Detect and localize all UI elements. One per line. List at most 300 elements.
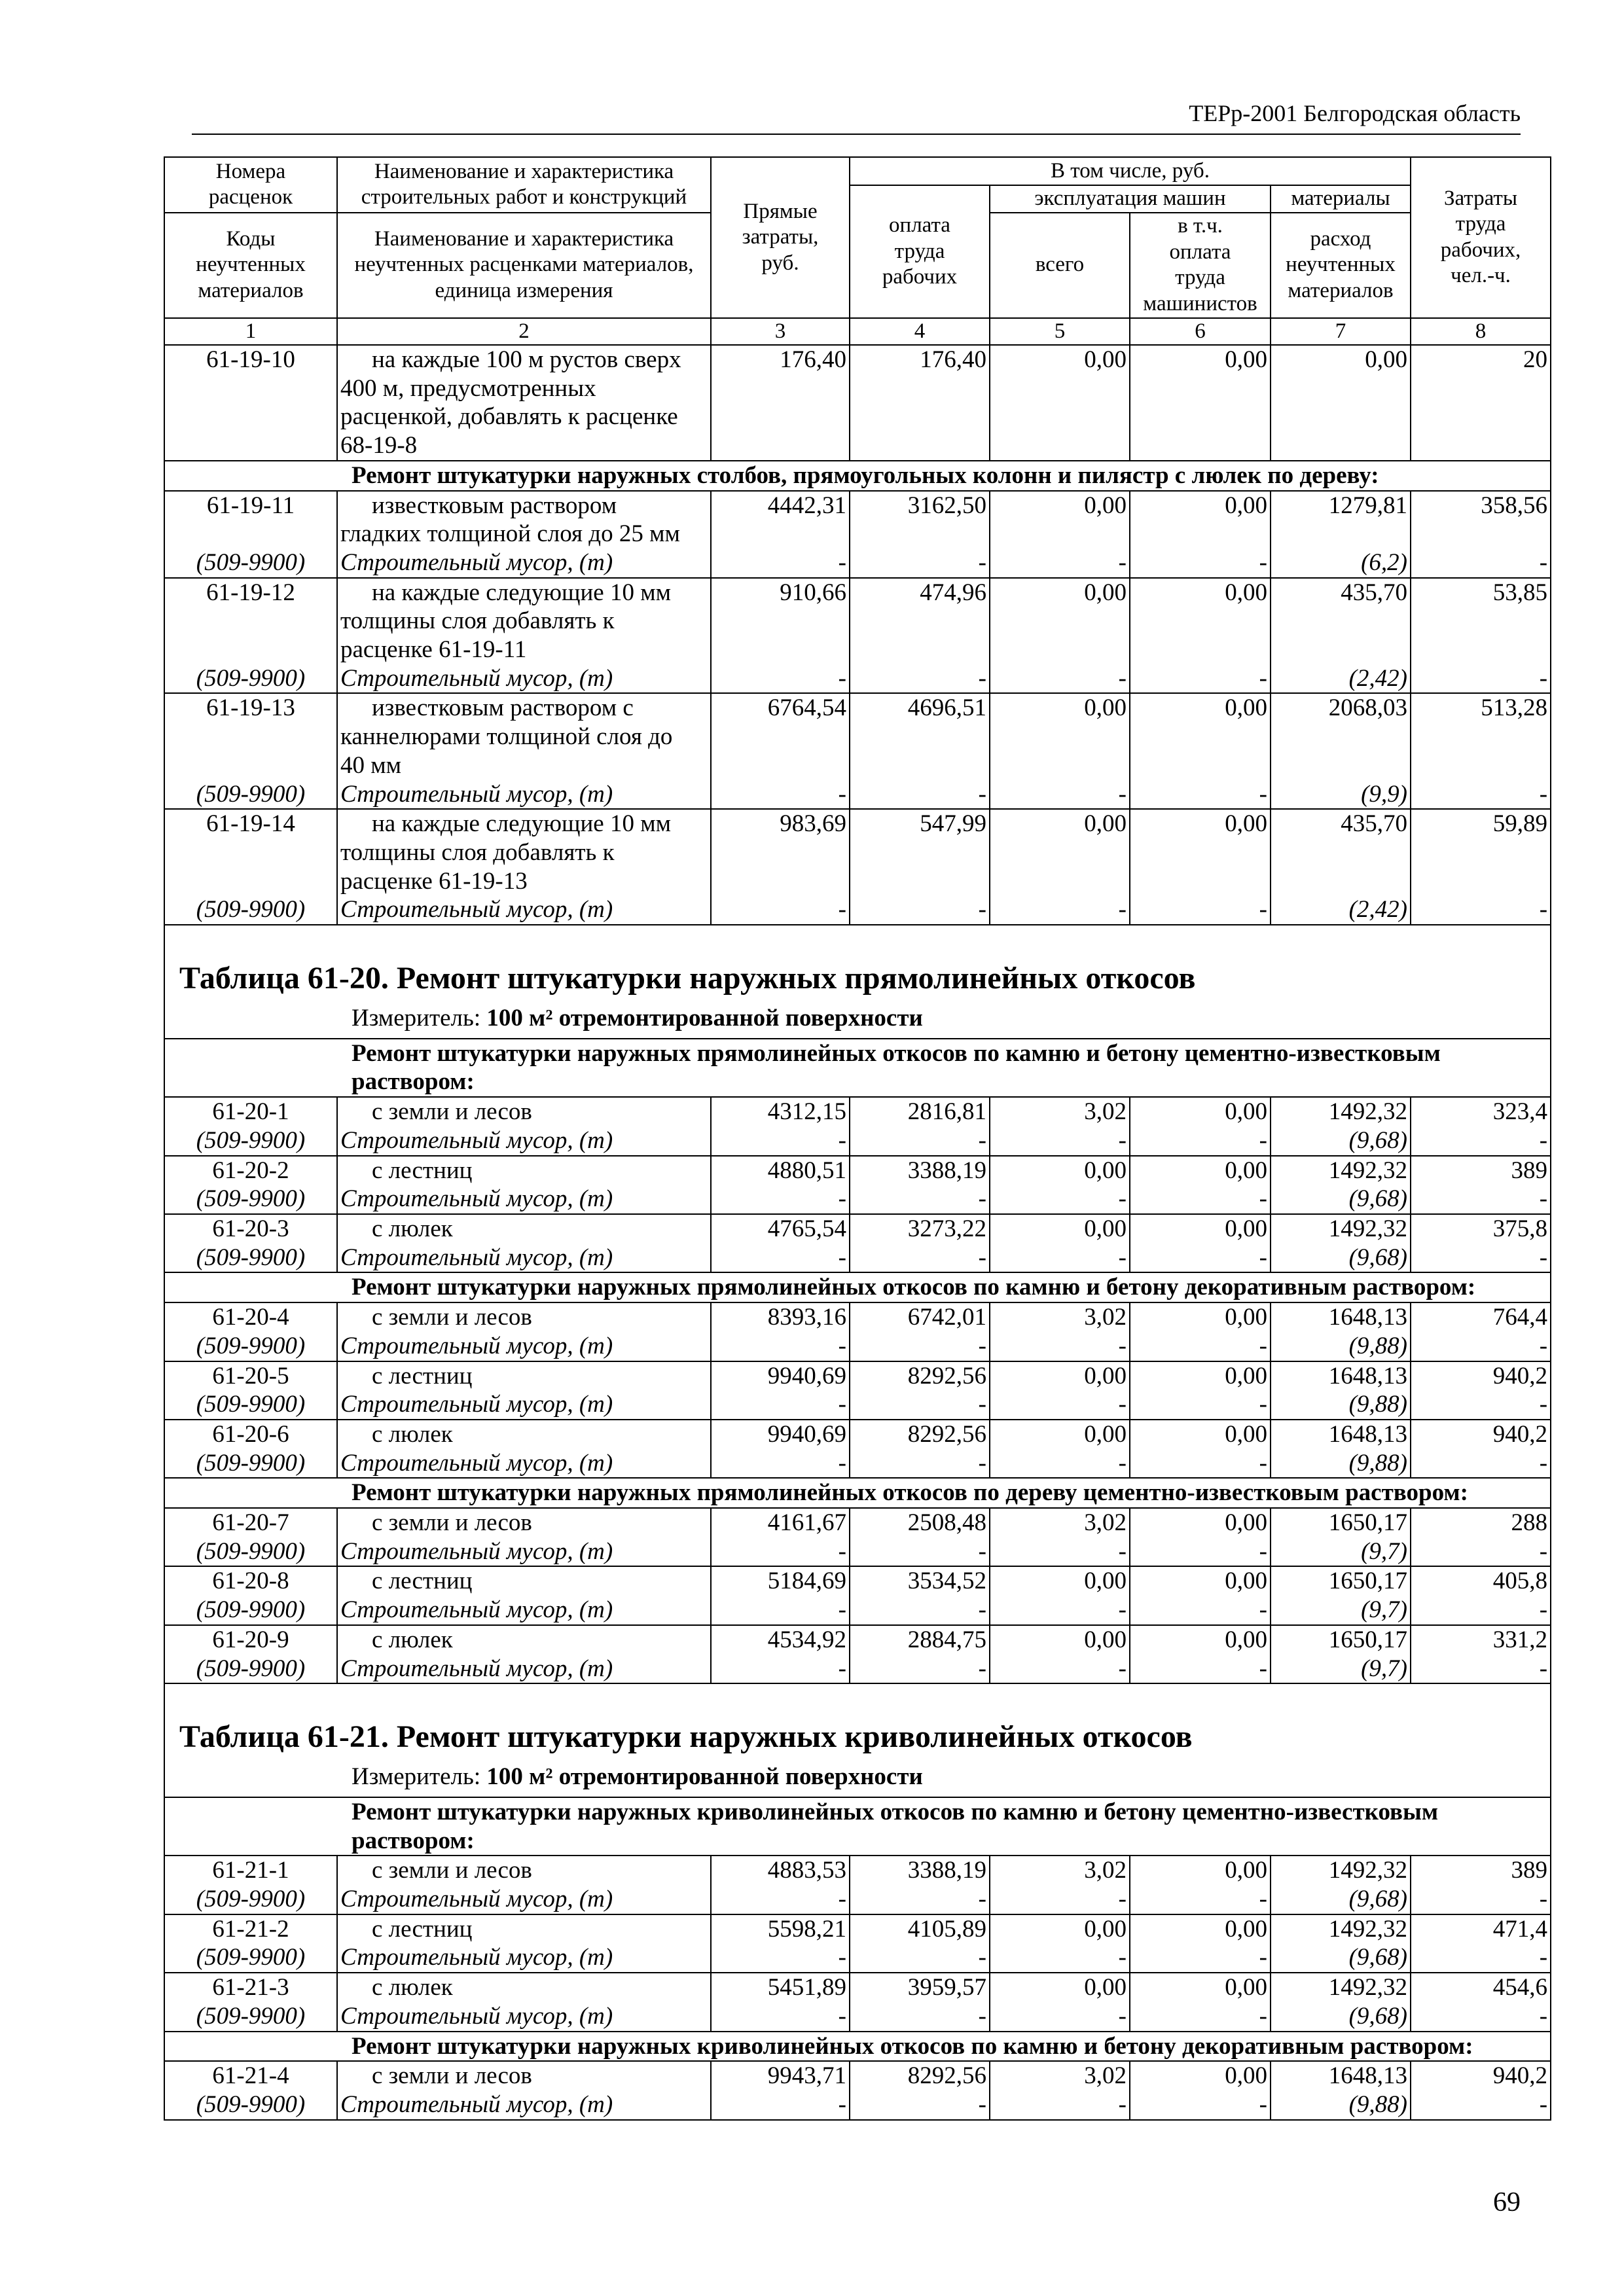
rate-name: известковым раствором с каннелюрами толщиной слоя до 40 мм (337, 693, 711, 780)
rate-row (164, 1856, 1551, 1885)
material-name: Строительный мусор, (т) (337, 1126, 711, 1156)
rate-code: 61-20-3 (164, 1214, 337, 1244)
machine-operator-wages: 0,00 (1130, 693, 1271, 780)
material-machine-cost: - (990, 1537, 1130, 1567)
rate-name: на каждые следующие 10 мм толщины слоя добавлять к расценке 61-19-13 (337, 809, 711, 895)
rate-name: на каждые 100 м рустов сверх 400 м, предусмотренных расценкой, добавлять к расценке 68-19-8 (337, 345, 711, 461)
material-direct-cost: - (711, 2002, 850, 2032)
wages-cost: 2508,48 (850, 1508, 990, 1537)
measure-value: 100 м² отремонтированной поверхности (486, 1005, 923, 1032)
material-machine-cost: - (990, 548, 1130, 578)
labour-hours: 375,8 (1411, 1214, 1551, 1244)
material-machine-cost: - (990, 2090, 1130, 2120)
section-subheading-row (164, 461, 1551, 491)
material-name: Строительный мусор, (т) (337, 1332, 711, 1361)
material-code: (509-9900) (164, 548, 337, 578)
material-materials-cost: (9,88) (1271, 1390, 1411, 1420)
machine-cost: 0,00 (990, 809, 1130, 895)
wages-cost: 8292,56 (850, 1361, 990, 1391)
machine-operator-wages: 0,00 (1130, 1856, 1271, 1885)
material-name: Строительный мусор, (т) (337, 1885, 711, 1914)
material-row (164, 2090, 1551, 2120)
material-materials-cost: (2,42) (1271, 664, 1411, 694)
material-wages-cost: - (850, 1449, 990, 1479)
rate-row (164, 345, 1551, 461)
rates-table (164, 156, 1551, 2121)
col-header-labour: Затраты труда рабочих, чел.-ч. (1411, 157, 1551, 318)
rate-row (164, 1361, 1551, 1391)
material-direct-cost: - (711, 1885, 850, 1914)
page-number: 69 (1493, 2187, 1521, 2217)
rate-name: с лестниц (337, 1156, 711, 1185)
material-name: Строительный мусор, (т) (337, 1390, 711, 1420)
direct-cost: 4312,15 (711, 1097, 850, 1126)
material-materials-cost: (9,68) (1271, 2002, 1411, 2032)
table-title: Таблица 61-21. Ремонт штукатурки наружных криволинейных откосов (179, 1719, 1193, 1755)
wages-cost: 4696,51 (850, 693, 990, 780)
material-name: Строительный мусор, (т) (337, 780, 711, 810)
machine-operator-wages: 0,00 (1130, 1625, 1271, 1655)
direct-cost: 176,40 (711, 345, 850, 461)
labour-hours: 331,2 (1411, 1625, 1551, 1655)
table-title-block (164, 1683, 1551, 1797)
col-header-wages: оплата труда рабочих (850, 185, 990, 318)
wages-cost: 2816,81 (850, 1097, 990, 1126)
column-number: 7 (1271, 318, 1411, 346)
direct-cost: 5451,89 (711, 1973, 850, 2002)
material-machine-operator-wages: - (1130, 2090, 1271, 2120)
material-machine-cost: - (990, 664, 1130, 694)
rate-code: 61-21-3 (164, 1973, 337, 2002)
direct-cost: 4442,31 (711, 491, 850, 548)
table-title: Таблица 61-20. Ремонт штукатурки наружных прямолинейных откосов (179, 961, 1196, 996)
material-materials-cost: (9,88) (1271, 2090, 1411, 2120)
table-title-row (164, 925, 1551, 1039)
material-direct-cost: - (711, 1943, 850, 1973)
materials-cost: 1648,13 (1271, 1361, 1411, 1391)
direct-cost: 4880,51 (711, 1156, 850, 1185)
material-labour-hours: - (1411, 1126, 1551, 1156)
labour-hours: 471,4 (1411, 1914, 1551, 1944)
machine-cost: 3,02 (990, 2061, 1130, 2090)
material-code: (509-9900) (164, 1655, 337, 1684)
column-number: 8 (1411, 318, 1551, 346)
material-wages-cost: - (850, 1537, 990, 1567)
material-labour-hours: - (1411, 895, 1551, 925)
materials-cost: 1650,17 (1271, 1625, 1411, 1655)
machine-cost: 3,02 (990, 1856, 1130, 1885)
material-direct-cost: - (711, 895, 850, 925)
material-row (164, 1655, 1551, 1684)
machine-cost: 3,02 (990, 1302, 1130, 1332)
labour-hours: 323,4 (1411, 1097, 1551, 1126)
rate-name: на каждые следующие 10 мм толщины слоя добавлять к расценке 61-19-11 (337, 578, 711, 664)
wages-cost: 8292,56 (850, 2061, 990, 2090)
material-labour-hours: - (1411, 548, 1551, 578)
measure-label: Измеритель: (352, 1005, 481, 1032)
wages-cost: 2884,75 (850, 1625, 990, 1655)
rate-code: 61-20-1 (164, 1097, 337, 1126)
material-row (164, 1885, 1551, 1914)
material-direct-cost: - (711, 1655, 850, 1684)
machine-operator-wages: 0,00 (1130, 1566, 1271, 1596)
material-wages-cost: - (850, 664, 990, 694)
material-row (164, 895, 1551, 925)
material-labour-hours: - (1411, 1943, 1551, 1973)
material-materials-cost: (9,88) (1271, 1332, 1411, 1361)
rate-code: 61-21-4 (164, 2061, 337, 2090)
section-subheading: Ремонт штукатурки наружных криволинейных откосов по камню и бетону цементно-известковым раствором: (164, 1797, 1551, 1856)
rate-row (164, 491, 1551, 548)
section-subheading-row (164, 1478, 1551, 1508)
col-header-material-codes: Коды неучтенных материалов (164, 213, 337, 318)
materials-cost: 1648,13 (1271, 1302, 1411, 1332)
col-header-materials-consumption: расход неучтенных материалов (1271, 213, 1411, 318)
column-number: 4 (850, 318, 990, 346)
material-wages-cost: - (850, 548, 990, 578)
material-wages-cost: - (850, 1185, 990, 1214)
machine-cost: 0,00 (990, 1420, 1130, 1449)
materials-cost: 1279,81 (1271, 491, 1411, 548)
material-materials-cost: (9,7) (1271, 1537, 1411, 1567)
wages-cost: 8292,56 (850, 1420, 990, 1449)
table-title-block (164, 925, 1551, 1039)
section-subheading-row (164, 1797, 1551, 1856)
section-subheading-row (164, 1272, 1551, 1302)
machine-operator-wages: 0,00 (1130, 1973, 1271, 2002)
direct-cost: 6764,54 (711, 693, 850, 780)
machine-cost: 0,00 (990, 1914, 1130, 1944)
col-header-work-name: Наименование и характеристика строительных работ и конструкций (337, 157, 711, 213)
material-machine-operator-wages: - (1130, 1885, 1271, 1914)
materials-cost: 1492,32 (1271, 1914, 1411, 1944)
col-header-materials: материалы (1271, 185, 1411, 213)
rate-name: с земли и лесов (337, 1856, 711, 1885)
material-labour-hours: - (1411, 1332, 1551, 1361)
material-name: Строительный мусор, (т) (337, 1655, 711, 1684)
wages-cost: 3162,50 (850, 491, 990, 548)
material-materials-cost: (9,68) (1271, 1126, 1411, 1156)
material-machine-cost: - (990, 1596, 1130, 1625)
machine-cost: 0,00 (990, 345, 1130, 461)
rate-row (164, 1566, 1551, 1596)
measure-label: Измеритель: (352, 1763, 481, 1791)
material-code: (509-9900) (164, 2090, 337, 2120)
rate-row (164, 2061, 1551, 2090)
material-machine-cost: - (990, 1885, 1130, 1914)
material-code: (509-9900) (164, 1596, 337, 1625)
material-code: (509-9900) (164, 895, 337, 925)
material-row (164, 1244, 1551, 1273)
material-wages-cost: - (850, 2002, 990, 2032)
direct-cost: 9943,71 (711, 2061, 850, 2090)
materials-cost: 1492,32 (1271, 1156, 1411, 1185)
table-title-row (164, 1683, 1551, 1797)
machine-cost: 3,02 (990, 1508, 1130, 1537)
labour-hours: 454,6 (1411, 1973, 1551, 2002)
materials-cost: 1492,32 (1271, 1973, 1411, 2002)
rate-code: 61-21-1 (164, 1856, 337, 1885)
material-machine-operator-wages: - (1130, 1390, 1271, 1420)
wages-cost: 176,40 (850, 345, 990, 461)
material-name: Строительный мусор, (т) (337, 1449, 711, 1479)
labour-hours: 53,85 (1411, 578, 1551, 664)
section-subheading: Ремонт штукатурки наружных прямолинейных откосов по камню и бетону декоративным раствором: (164, 1272, 1551, 1302)
labour-hours: 59,89 (1411, 809, 1551, 895)
material-row (164, 2002, 1551, 2032)
machine-operator-wages: 0,00 (1130, 1508, 1271, 1537)
wages-cost: 3959,57 (850, 1973, 990, 2002)
material-labour-hours: - (1411, 2090, 1551, 2120)
material-name: Строительный мусор, (т) (337, 2090, 711, 2120)
material-wages-cost: - (850, 2090, 990, 2120)
material-code: (509-9900) (164, 2002, 337, 2032)
rate-row (164, 1914, 1551, 1944)
measure-line (179, 1763, 1550, 1791)
material-code: (509-9900) (164, 1537, 337, 1567)
material-direct-cost: - (711, 2090, 850, 2120)
material-wages-cost: - (850, 1390, 990, 1420)
col-header-material-name: Наименование и характеристика неучтенных расценками материалов, единица измерения (337, 213, 711, 318)
material-direct-cost: - (711, 1244, 850, 1273)
material-code: (509-9900) (164, 1185, 337, 1214)
machine-cost: 0,00 (990, 1973, 1130, 2002)
material-direct-cost: - (711, 780, 850, 810)
material-row (164, 780, 1551, 810)
material-code: (509-9900) (164, 1449, 337, 1479)
material-wages-cost: - (850, 1655, 990, 1684)
material-machine-operator-wages: - (1130, 1244, 1271, 1273)
machine-cost: 0,00 (990, 1361, 1130, 1391)
material-machine-cost: - (990, 1244, 1130, 1273)
materials-cost: 1648,13 (1271, 2061, 1411, 2090)
rate-code: 61-20-5 (164, 1361, 337, 1391)
material-materials-cost: (9,68) (1271, 1244, 1411, 1273)
material-name: Строительный мусор, (т) (337, 1596, 711, 1625)
table-header-row (164, 157, 1551, 185)
material-labour-hours: - (1411, 1537, 1551, 1567)
material-code: (509-9900) (164, 780, 337, 810)
rate-code: 61-20-9 (164, 1625, 337, 1655)
material-row (164, 1185, 1551, 1214)
material-code: (509-9900) (164, 1244, 337, 1273)
materials-cost: 1492,32 (1271, 1856, 1411, 1885)
material-code: (509-9900) (164, 1885, 337, 1914)
material-direct-cost: - (711, 1537, 850, 1567)
materials-cost: 435,70 (1271, 578, 1411, 664)
machine-operator-wages: 0,00 (1130, 491, 1271, 548)
material-machine-cost: - (990, 1390, 1130, 1420)
rate-name: с лестниц (337, 1914, 711, 1944)
direct-cost: 4765,54 (711, 1214, 850, 1244)
rate-row (164, 1097, 1551, 1126)
material-name: Строительный мусор, (т) (337, 1943, 711, 1973)
machine-cost: 0,00 (990, 1625, 1130, 1655)
direct-cost: 8393,16 (711, 1302, 850, 1332)
table-header (164, 157, 1551, 345)
labour-hours: 389 (1411, 1156, 1551, 1185)
material-machine-operator-wages: - (1130, 548, 1271, 578)
material-row (164, 1449, 1551, 1479)
rate-row (164, 693, 1551, 780)
machine-operator-wages: 0,00 (1130, 1914, 1271, 1944)
rate-name: с лестниц (337, 1566, 711, 1596)
machine-cost: 0,00 (990, 491, 1130, 548)
wages-cost: 474,96 (850, 578, 990, 664)
material-machine-cost: - (990, 1332, 1130, 1361)
rate-row (164, 1302, 1551, 1332)
section-subheading: Ремонт штукатурки наружных прямолинейных откосов по камню и бетону цементно-известковым раствором: (164, 1039, 1551, 1097)
rate-code: 61-19-11 (164, 491, 337, 548)
material-machine-cost: - (990, 1943, 1130, 1973)
material-wages-cost: - (850, 895, 990, 925)
materials-cost: 1648,13 (1271, 1420, 1411, 1449)
material-materials-cost: (9,9) (1271, 780, 1411, 810)
material-name: Строительный мусор, (т) (337, 1244, 711, 1273)
material-direct-cost: - (711, 1449, 850, 1479)
material-direct-cost: - (711, 1332, 850, 1361)
materials-cost: 1492,32 (1271, 1097, 1411, 1126)
materials-cost: 435,70 (1271, 809, 1411, 895)
material-materials-cost: (9,68) (1271, 1885, 1411, 1914)
material-machine-operator-wages: - (1130, 2002, 1271, 2032)
material-materials-cost: (9,68) (1271, 1185, 1411, 1214)
col-header-machine-operator-wages: в т.ч. оплата труда машинистов (1130, 213, 1271, 318)
material-labour-hours: - (1411, 2002, 1551, 2032)
material-labour-hours: - (1411, 1449, 1551, 1479)
labour-hours: 288 (1411, 1508, 1551, 1537)
material-code: (509-9900) (164, 1126, 337, 1156)
rate-row (164, 1420, 1551, 1449)
material-machine-operator-wages: - (1130, 664, 1271, 694)
material-machine-cost: - (990, 1126, 1130, 1156)
labour-hours: 940,2 (1411, 1420, 1551, 1449)
wages-cost: 547,99 (850, 809, 990, 895)
section-subheading: Ремонт штукатурки наружных столбов, прямоугольных колонн и пилястр с люлек по дереву: (164, 461, 1551, 491)
material-code: (509-9900) (164, 664, 337, 694)
material-labour-hours: - (1411, 664, 1551, 694)
materials-cost: 2068,03 (1271, 693, 1411, 780)
material-materials-cost: (9,68) (1271, 1943, 1411, 1973)
material-labour-hours: - (1411, 1244, 1551, 1273)
rate-row (164, 1508, 1551, 1537)
material-name: Строительный мусор, (т) (337, 664, 711, 694)
machine-operator-wages: 0,00 (1130, 1420, 1271, 1449)
materials-cost: 1650,17 (1271, 1508, 1411, 1537)
machine-cost: 0,00 (990, 693, 1130, 780)
material-name: Строительный мусор, (т) (337, 548, 711, 578)
material-direct-cost: - (711, 664, 850, 694)
materials-cost: 1650,17 (1271, 1566, 1411, 1596)
material-machine-cost: - (990, 1449, 1130, 1479)
wages-cost: 3273,22 (850, 1214, 990, 1244)
material-row (164, 1332, 1551, 1361)
rate-name: известковым раствором гладких толщиной слоя до 25 мм (337, 491, 711, 548)
labour-hours: 389 (1411, 1856, 1551, 1885)
material-machine-operator-wages: - (1130, 1332, 1271, 1361)
rate-row (164, 578, 1551, 664)
rate-row (164, 1973, 1551, 2002)
materials-cost: 0,00 (1271, 345, 1411, 461)
column-number-row (164, 318, 1551, 346)
running-header-title: ТЕРр-2001 Белгородская область (1189, 100, 1521, 126)
labour-hours: 764,4 (1411, 1302, 1551, 1332)
rate-row (164, 1625, 1551, 1655)
running-header-rule (192, 134, 1521, 135)
rate-code: 61-19-13 (164, 693, 337, 780)
rate-name: с люлек (337, 1420, 711, 1449)
material-machine-cost: - (990, 780, 1130, 810)
material-machine-operator-wages: - (1130, 1655, 1271, 1684)
rate-row (164, 1214, 1551, 1244)
rate-name: с люлек (337, 1214, 711, 1244)
material-direct-cost: - (711, 548, 850, 578)
direct-cost: 4534,92 (711, 1625, 850, 1655)
material-wages-cost: - (850, 1126, 990, 1156)
direct-cost: 9940,69 (711, 1420, 850, 1449)
labour-hours: 513,28 (1411, 693, 1551, 780)
rate-name: с земли и лесов (337, 1302, 711, 1332)
direct-cost: 5598,21 (711, 1914, 850, 1944)
machine-operator-wages: 0,00 (1130, 1156, 1271, 1185)
wages-cost: 3388,19 (850, 1856, 990, 1885)
materials-cost: 1492,32 (1271, 1214, 1411, 1244)
machine-operator-wages: 0,00 (1130, 578, 1271, 664)
rate-row (164, 1156, 1551, 1185)
material-materials-cost: (2,42) (1271, 895, 1411, 925)
material-labour-hours: - (1411, 1885, 1551, 1914)
material-wages-cost: - (850, 1885, 990, 1914)
machine-operator-wages: 0,00 (1130, 2061, 1271, 2090)
material-wages-cost: - (850, 1943, 990, 1973)
col-header-including: В том числе, руб. (850, 157, 1411, 185)
material-labour-hours: - (1411, 1185, 1551, 1214)
rate-code: 61-19-14 (164, 809, 337, 895)
direct-cost: 983,69 (711, 809, 850, 895)
material-labour-hours: - (1411, 1655, 1551, 1684)
material-row (164, 1537, 1551, 1567)
machine-operator-wages: 0,00 (1130, 1214, 1271, 1244)
material-machine-operator-wages: - (1130, 1943, 1271, 1973)
material-row (164, 548, 1551, 578)
section-subheading-row (164, 1039, 1551, 1097)
machine-operator-wages: 0,00 (1130, 345, 1271, 461)
wages-cost: 3534,52 (850, 1566, 990, 1596)
material-name: Строительный мусор, (т) (337, 1185, 711, 1214)
labour-hours: 20 (1411, 345, 1551, 461)
col-header-machines: эксплуатация машин (990, 185, 1271, 213)
material-machine-operator-wages: - (1130, 895, 1271, 925)
table-body (164, 345, 1551, 2120)
material-materials-cost: (9,7) (1271, 1596, 1411, 1625)
material-name: Строительный мусор, (т) (337, 895, 711, 925)
machine-operator-wages: 0,00 (1130, 1302, 1271, 1332)
material-machine-operator-wages: - (1130, 1126, 1271, 1156)
material-code: (509-9900) (164, 1390, 337, 1420)
labour-hours: 405,8 (1411, 1566, 1551, 1596)
section-subheading: Ремонт штукатурки наружных криволинейных откосов по камню и бетону декоративным раствором: (164, 2032, 1551, 2062)
section-subheading: Ремонт штукатурки наружных прямолинейных откосов по дереву цементно-известковым раствором: (164, 1478, 1551, 1508)
material-direct-cost: - (711, 1185, 850, 1214)
rate-code: 61-19-10 (164, 345, 337, 461)
material-wages-cost: - (850, 1332, 990, 1361)
column-number: 1 (164, 318, 337, 346)
column-number: 6 (1130, 318, 1271, 346)
column-number: 5 (990, 318, 1130, 346)
wages-cost: 3388,19 (850, 1156, 990, 1185)
material-machine-cost: - (990, 1655, 1130, 1684)
material-machine-operator-wages: - (1130, 1596, 1271, 1625)
